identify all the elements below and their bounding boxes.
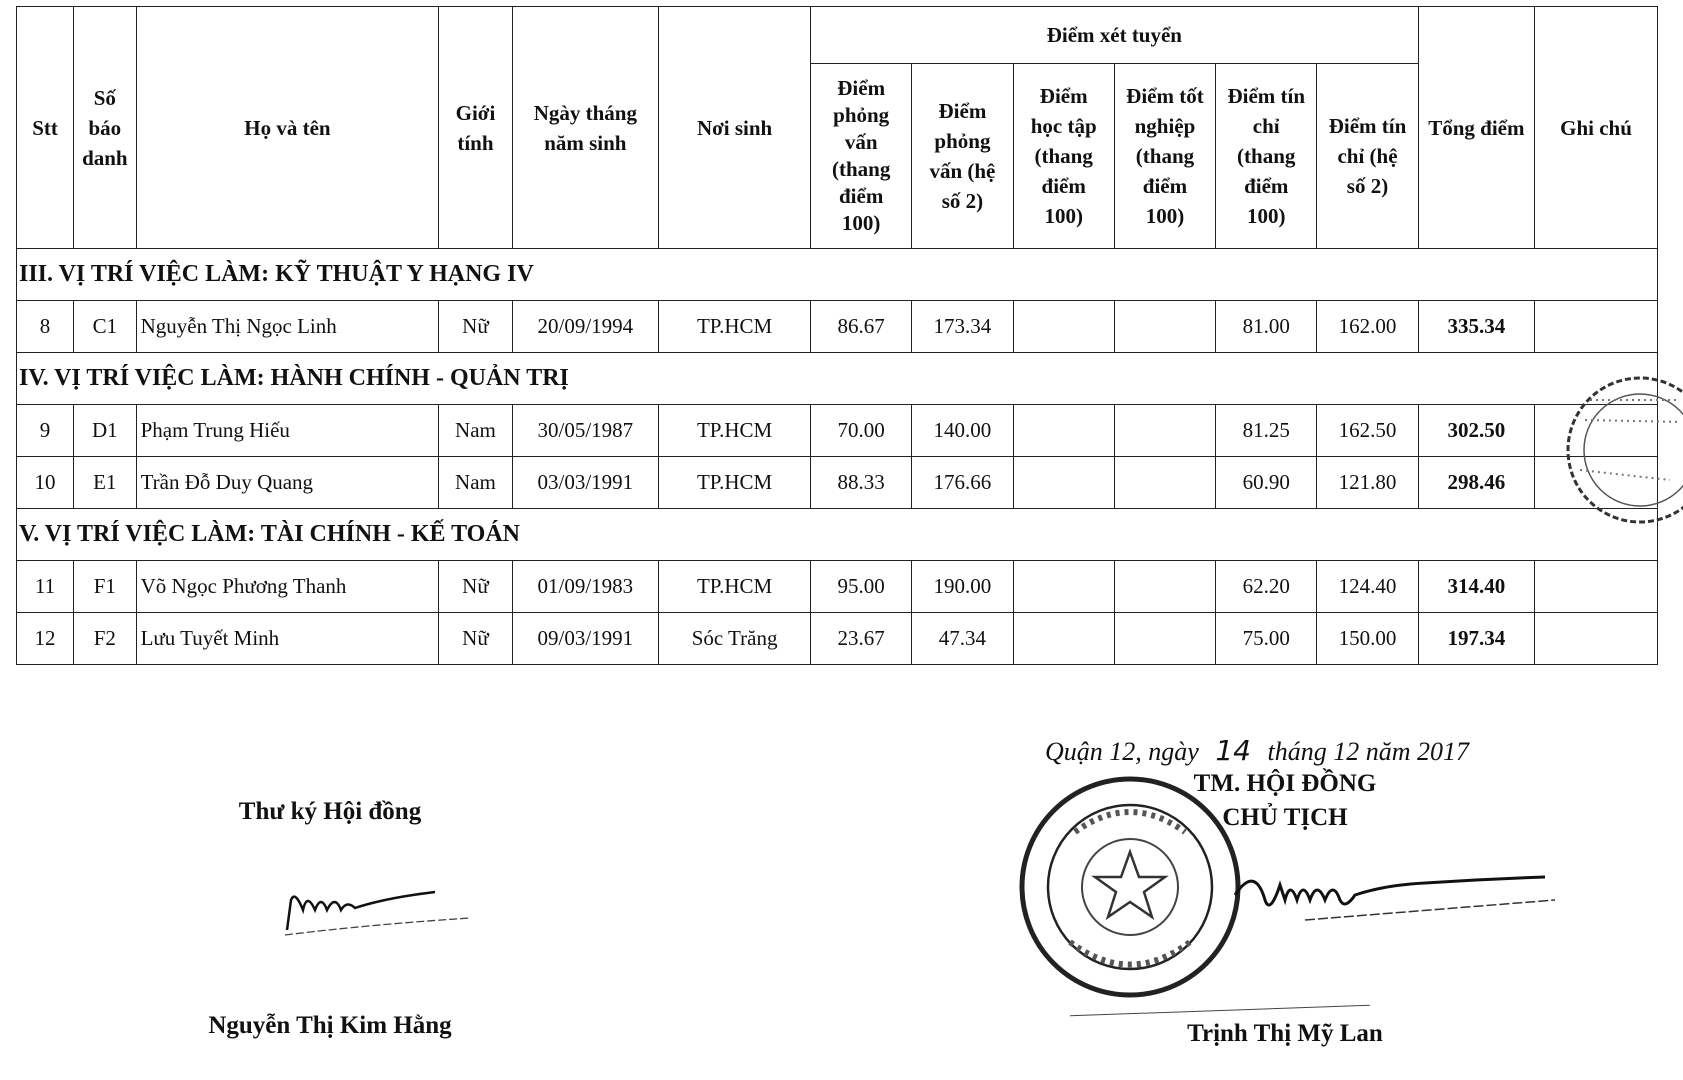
header-name: Họ và tên (136, 7, 439, 249)
cell-credit: 60.90 (1216, 457, 1317, 509)
cell-interview: 86.67 (811, 301, 912, 353)
official-seal-stamp (1015, 772, 1245, 1002)
cell-interview-x2: 47.34 (912, 613, 1013, 665)
cell-birthplace: TP.HCM (659, 405, 811, 457)
cell-graduation (1114, 613, 1215, 665)
secretary-signature (275, 880, 475, 940)
cell-gender: Nam (439, 405, 512, 457)
cell-stt: 8 (17, 301, 74, 353)
score-table (16, 6, 1658, 665)
cell-gender: Nam (439, 457, 512, 509)
chair-name: Trịnh Thị Mỹ Lan (1187, 1020, 1383, 1047)
cell-interview-x2: 140.00 (912, 405, 1013, 457)
header-graduation: Điểm tốt nghiệp (thang điểm 100) (1114, 64, 1215, 249)
section-row (17, 249, 1658, 301)
cell-credit-x2: 162.50 (1317, 405, 1418, 457)
cell-interview-x2: 176.66 (912, 457, 1013, 509)
section-title: V. VỊ TRÍ VIỆC LÀM: TÀI CHÍNH - KẾ TOÁN (17, 509, 1658, 561)
cell-credit: 81.00 (1216, 301, 1317, 353)
cell-study (1013, 561, 1114, 613)
cell-total: 314.40 (1418, 561, 1534, 613)
header-gender: Giới tính (439, 7, 512, 249)
cell-study (1013, 301, 1114, 353)
cell-birthplace: Sóc Trăng (659, 613, 811, 665)
cell-interview: 88.33 (811, 457, 912, 509)
header-total: Tổng điểm (1418, 7, 1534, 249)
cell-dob: 09/03/1991 (512, 613, 659, 665)
cell-dob: 01/09/1983 (512, 561, 659, 613)
cell-graduation (1114, 301, 1215, 353)
cell-gender: Nữ (439, 613, 512, 665)
cell-credit: 81.25 (1216, 405, 1317, 457)
header-birthplace: Nơi sinh (659, 7, 811, 249)
section-title: IV. VỊ TRÍ VIỆC LÀM: HÀNH CHÍNH - QUẢN TRỊ (17, 353, 1658, 405)
cell-note (1535, 301, 1658, 353)
cell-note (1535, 613, 1658, 665)
cell-name: Phạm Trung Hiếu (136, 405, 439, 457)
header-group: Điểm xét tuyển (811, 7, 1419, 64)
cell-gender: Nữ (439, 301, 512, 353)
table-row (17, 613, 1658, 665)
table-row (17, 405, 1658, 457)
cell-study (1013, 613, 1114, 665)
cell-interview-x2: 173.34 (912, 301, 1013, 353)
chair-name-underline (1070, 1005, 1370, 1016)
cell-name: Nguyễn Thị Ngọc Linh (136, 301, 439, 353)
date-suffix: tháng 12 năm 2017 (1267, 737, 1469, 766)
signing-date (1045, 734, 1469, 767)
secretary-title: Thư ký Hội đồng (238, 798, 422, 825)
header-note: Ghi chú (1535, 7, 1658, 249)
cell-dob: 30/05/1987 (512, 405, 659, 457)
section-row (17, 509, 1658, 561)
header-study: Điểm học tập (thang điểm 100) (1013, 64, 1114, 249)
cell-name: Trần Đỗ Duy Quang (136, 457, 439, 509)
cell-total: 302.50 (1418, 405, 1534, 457)
cell-graduation (1114, 457, 1215, 509)
table-row (17, 561, 1658, 613)
cell-note (1535, 561, 1658, 613)
cell-stt: 10 (17, 457, 74, 509)
cell-stt: 9 (17, 405, 74, 457)
cell-credit: 62.20 (1216, 561, 1317, 613)
cell-birthplace: TP.HCM (659, 561, 811, 613)
cell-sbd: E1 (74, 457, 136, 509)
cell-sbd: F1 (74, 561, 136, 613)
cell-credit-x2: 121.80 (1317, 457, 1418, 509)
cell-sbd: F2 (74, 613, 136, 665)
cell-total: 197.34 (1418, 613, 1534, 665)
cell-stt: 11 (17, 561, 74, 613)
cell-graduation (1114, 561, 1215, 613)
cell-sbd: C1 (74, 301, 136, 353)
cell-name: Lưu Tuyết Minh (136, 613, 439, 665)
cell-dob: 20/09/1994 (512, 301, 659, 353)
cell-interview: 95.00 (811, 561, 912, 613)
council-title: TM. HỘI ĐỒNG (1193, 770, 1377, 797)
section-row (17, 353, 1658, 405)
header-sbd: Số báo danh (74, 7, 136, 249)
cell-birthplace: TP.HCM (659, 457, 811, 509)
chair-title: CHỦ TỊCH (1222, 804, 1348, 831)
header-stt: Stt (17, 7, 74, 249)
cell-dob: 03/03/1991 (512, 457, 659, 509)
cell-sbd: D1 (74, 405, 136, 457)
cell-interview: 70.00 (811, 405, 912, 457)
table-row (17, 301, 1658, 353)
header-interview: Điểm phỏng vấn (thang điểm 100) (811, 64, 912, 249)
cell-credit: 75.00 (1216, 613, 1317, 665)
cell-stt: 12 (17, 613, 74, 665)
cell-total: 298.46 (1418, 457, 1534, 509)
secretary-name: Nguyễn Thị Kim Hằng (208, 1012, 452, 1039)
cell-graduation (1114, 405, 1215, 457)
chair-signature (1225, 855, 1555, 935)
date-day: 14 (1215, 734, 1251, 767)
cell-credit-x2: 124.40 (1317, 561, 1418, 613)
header-credit: Điểm tín chỉ (thang điểm 100) (1216, 64, 1317, 249)
header-dob: Ngày tháng năm sinh (512, 7, 659, 249)
cell-gender: Nữ (439, 561, 512, 613)
cell-credit-x2: 162.00 (1317, 301, 1418, 353)
cell-study (1013, 457, 1114, 509)
cell-study (1013, 405, 1114, 457)
table-row (17, 457, 1658, 509)
cell-credit-x2: 150.00 (1317, 613, 1418, 665)
date-prefix: Quận 12, ngày (1045, 737, 1199, 766)
header-interview-x2: Điểm phỏng vấn (hệ số 2) (912, 64, 1013, 249)
cell-interview: 23.67 (811, 613, 912, 665)
section-title: III. VỊ TRÍ VIỆC LÀM: KỸ THUẬT Y HẠNG IV (17, 249, 1658, 301)
cell-interview-x2: 190.00 (912, 561, 1013, 613)
cell-total: 335.34 (1418, 301, 1534, 353)
header-credit-x2: Điểm tín chỉ (hệ số 2) (1317, 64, 1418, 249)
cell-name: Võ Ngọc Phương Thanh (136, 561, 439, 613)
edge-seal-stamp (1530, 360, 1683, 540)
cell-birthplace: TP.HCM (659, 301, 811, 353)
